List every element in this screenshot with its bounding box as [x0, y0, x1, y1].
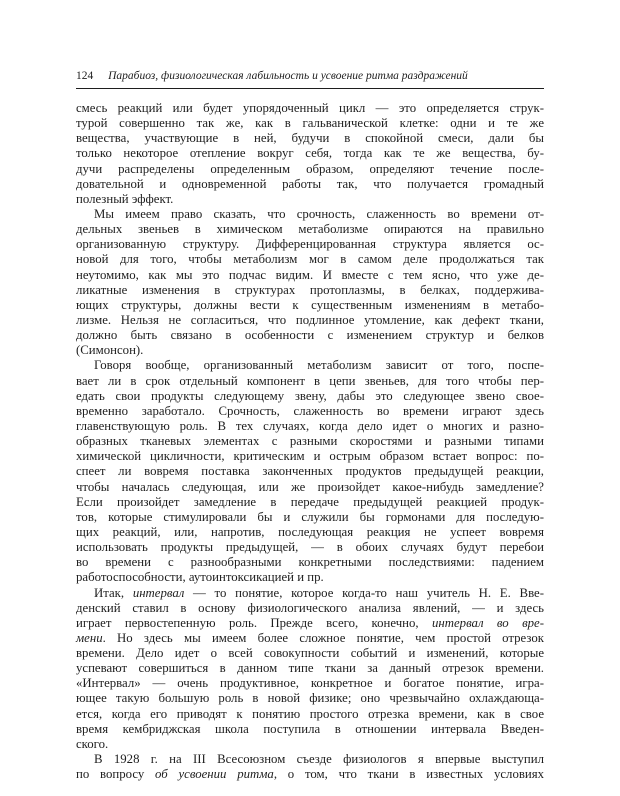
text-line: образных тканевых элементах с разными скоростями и разными типами: [76, 434, 544, 449]
text-line: спеет ли вовремя поставка законченных продуктов предыдущей реакции,: [76, 464, 544, 479]
text-line: тов, которые стимулировали бы и служили бы гормонами для последую-: [76, 509, 544, 524]
text-line: довательной и одновременной работы так, что получается громадный: [76, 176, 544, 191]
text-line: едать свои продукты следующему звену, дабы это следующее звено свое-: [76, 388, 544, 403]
text-line: использовать продукты предыдущей, — в обоих случаях будут перебои: [76, 540, 544, 555]
text-line: вещества, участвующие в ней, будучи в спокойной смеси, дали бы: [76, 131, 544, 146]
text-line: смесь реакций или будет упорядоченный цикл — это определяется струк-: [76, 101, 544, 115]
text-line: В 1928 г. на III Всесоюзном съезде физиологов я впервые выступил: [94, 752, 544, 767]
text-line: по вопросу об усвоении ритма, о том, что ткани в известных условиях: [76, 767, 545, 782]
text-line: дельных звеньев в химическом метаболизме опираются на правильно: [76, 222, 544, 237]
text-line: неутомимо, как мы это подчас видим. И вместе с тем ясно, что уже де-: [76, 267, 544, 282]
text-line: мени. Но здесь мы имеем более сложное понятие, чем простой отрезок: [76, 630, 544, 645]
text-line: химической цикличности, критическим и острым образом встает вопрос: по-: [76, 449, 544, 464]
text-line: «Интервал» — очень продуктивное, конкретное и богатое понятие, игра-: [76, 676, 544, 691]
text-line: ется, когда его приводят к понятию простого отрезка времени, как в свое: [76, 706, 544, 721]
text-line: дучи распределены определенным образом, определяют течение после-: [76, 161, 544, 176]
text-line: во времени с разнообразными конкретными последствиями: падением: [76, 555, 544, 570]
text-line: работоспособности, аутоинтоксикацией и пр.: [76, 570, 324, 585]
body-text: [76, 101, 544, 782]
header-rule: [76, 88, 544, 89]
text-line: (Симонсон).: [76, 343, 144, 358]
text-line: новой для того, чтобы метаболизм мог в самом деле продолжаться так: [76, 252, 544, 267]
text-line: ского.: [76, 736, 109, 751]
text-line: ликатные изменения в структурах протоплазмы, в белках, поддержива-: [76, 282, 544, 297]
running-header: [76, 68, 544, 84]
text-line: ющих структуры, должны вести к существенным изменениям в метабо-: [76, 297, 544, 312]
running-title: Парабиоз, физиологическая лабильность и усвоение ритма раздражений: [108, 70, 468, 82]
text-line: успевают совершиться в данном типе ткани за данный отрезок времени.: [76, 661, 544, 676]
text-line: ющее такую большую роль в новой физике; оно чрезвычайно охлаждающа-: [76, 691, 544, 706]
text-line: денский ставил в основу физиологического анализа явлений, — и здесь: [76, 600, 544, 615]
text-line: главенствующую роль. В тех случаях, когда дело идет о многих и разно-: [76, 418, 544, 433]
text-line: только некоторое отепление вокруг себя, тогда как те же вещества, бу-: [76, 146, 544, 161]
text-line: лизме. Нельзя не согласиться, что подлинное утомление, как дефект ткани,: [76, 312, 544, 327]
text-line: Итак, интервал — то понятие, которое когда-то наш учитель Н. Е. Вве-: [94, 585, 544, 600]
text-line: полезный эффект.: [76, 191, 174, 206]
text-line: Мы имеем право сказать, что срочность, слаженность во времени от-: [94, 206, 544, 221]
text-line: играет первостепенную роль. Прежде всего, конечно, интервал во вре-: [76, 615, 544, 630]
text-line: должно быть связано в особенности с изменением структур и белков: [76, 328, 544, 343]
text-line: Если произойдет замедление в передаче предыдущей реакцией продук-: [76, 494, 544, 509]
text-line: чтобы началась следующая, или же произойдет какое-нибудь замедление?: [76, 479, 544, 494]
text-line: временно заработало. Срочность, слаженность во времени играют здесь: [76, 403, 544, 418]
page-number: 124: [76, 70, 94, 82]
text-line: время кембриджская школа поступила в отношении интервала Введен-: [76, 721, 544, 736]
text-line: Говоря вообще, организованный метаболизм зависит от того, поспе-: [94, 358, 544, 373]
text-line: вает ли в срок отдельный компонент в цепи звеньев, для того чтобы пер-: [76, 373, 544, 388]
text-line: организованную структуру. Дифференцированная структура является ос-: [76, 237, 544, 252]
text-line: времени. Дело идет о всей совокупности событий и изменений, которые: [76, 646, 544, 661]
text-line: щих реакций, или, напротив, последующая реакция не успеет вовремя: [76, 524, 544, 539]
text-line: турой совершенно так же, как в гальванической клетке: одни и те же: [76, 116, 544, 131]
